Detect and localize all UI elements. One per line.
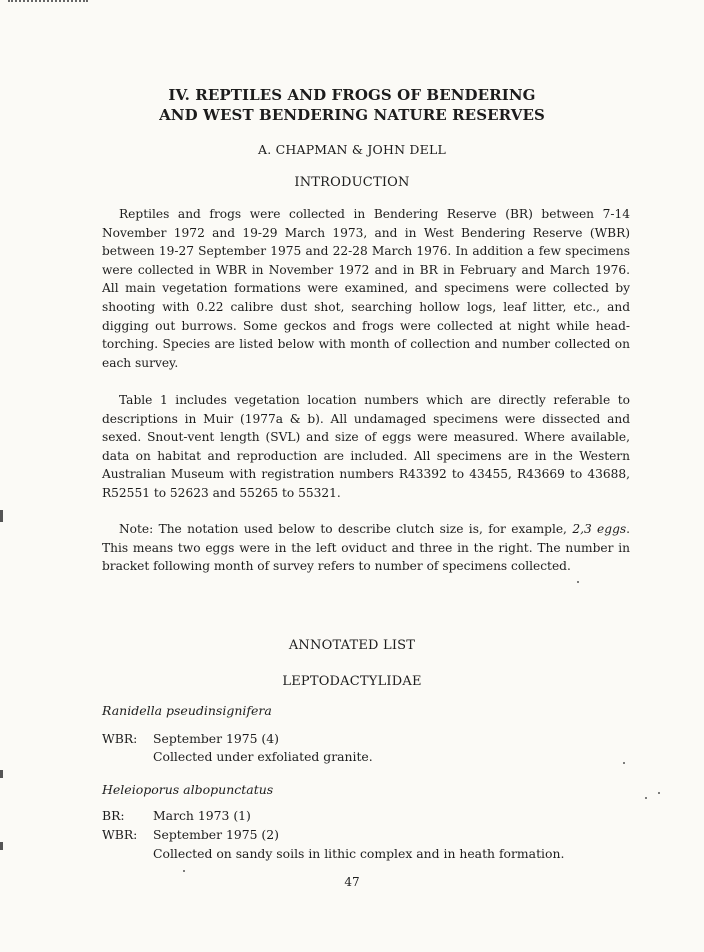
scan-edge-mark [8,0,88,5]
section-heading-annotated-list: ANNOTATED LIST [288,638,416,653]
notation-example: 2,3 eggs [572,522,627,536]
record-date: September 1975 (4) [153,731,279,746]
notation-text-end: . This means two eggs were in the left oviduct and three in the right. The number in bracket following month of survey refers to number of specimens collected. [102,522,631,574]
species-name: Heleioporus albopunctatus [102,782,274,797]
scan-speck [183,870,185,872]
authors: A. CHAPMAN & JOHN DELL [258,142,446,157]
scan-speck [658,792,660,794]
record-site: WBR: [102,827,138,842]
species-record [102,808,642,826]
scan-speck [623,762,625,764]
notation-text-start: Note: The notation used below to describe clutch size is, for example, [119,522,567,536]
record-date: March 1973 (1) [153,808,251,823]
scan-edge-mark [0,510,3,522]
intro-paragraph-3 [102,520,630,576]
intro-paragraph-1: Reptiles and frogs were collected in Bendering Reserve (BR) between 7-14 November 1972 and 19-29 March 1973, and in West Bendering Reserve (WBR) between 19-27 September 1975 and 22-28 March 1976. In addition a few specimens were collected in WBR in November 1972 and in BR in February and March 1976. All main vegetation formations were examined, and specimens were collected by shooting with 0.22 calibre dust shot, searching hollow logs, leaf litter, etc., and digging out burrows. Some geckos and frogs were collected at night while head-torching. Species are listed below with month of collection and number collected on each survey. [102,207,630,370]
paper-title-line-2: AND WEST BENDERING NATURE RESERVES [159,106,545,124]
species-record [102,827,642,845]
scan-edge-mark [0,842,3,850]
scan-speck [645,797,647,799]
species-note: Collected on sandy soils in lithic complex and in heath formation. [153,846,565,861]
page-number: 47 [344,875,360,889]
species-note: Collected under exfoliated granite. [153,749,373,764]
paper-title-line-1: IV. REPTILES AND FROGS OF BENDERING [168,86,536,104]
family-heading: LEPTODACTYLIDAE [282,674,422,689]
section-heading-introduction: INTRODUCTION [294,175,410,190]
species-record [102,731,642,749]
record-site: BR: [102,808,125,823]
scan-edge-mark [0,770,3,778]
record-date: September 1975 (2) [153,827,279,842]
record-site: WBR: [102,731,138,746]
species-name: Ranidella pseudinsignifera [102,703,272,718]
scan-speck [577,581,579,583]
intro-paragraph-2: Table 1 includes vegetation location numbers which are directly referable to descriptions in Muir (1977a & b). All undamaged specimens were dissected and sexed. Snout-vent length (SVL) and size of eggs were measured. Where available, data on habitat and reproduction are included. All specimens are in the Western Australian Museum with registration numbers R43392 to 43455, R43669 to 43688, R52551 to 52623 and 55265 to 55321. [102,393,630,500]
